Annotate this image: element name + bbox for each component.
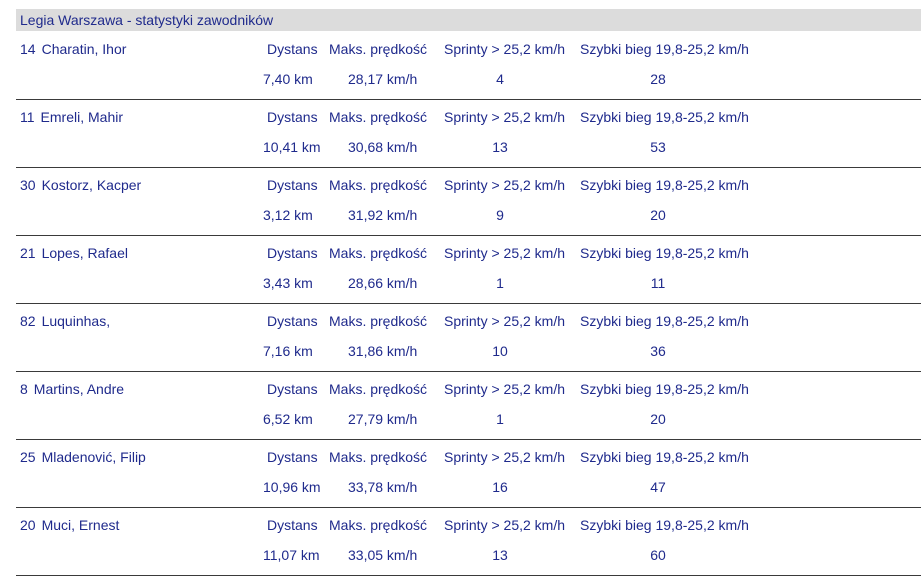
max-speed-value: 33,78 km/h <box>348 479 418 495</box>
distance-value: 11,07 km <box>263 547 320 563</box>
player-name: Lopes, Rafael <box>41 245 128 261</box>
player-number: 21 <box>20 245 36 261</box>
max-speed-value: 31,86 km/h <box>348 343 418 359</box>
fast-run-value: 36 <box>650 343 666 359</box>
distance-header: Dystans <box>267 517 318 533</box>
player-number: 11 <box>20 109 35 125</box>
player-label <box>20 41 126 57</box>
sprints-header: Sprinty > 25,2 km/h <box>444 177 566 193</box>
player-row <box>16 236 921 304</box>
fast-run-value: 28 <box>650 71 666 87</box>
sprints-value: 10 <box>492 343 508 359</box>
distance-header: Dystans <box>267 177 318 193</box>
player-name: Muci, Ernest <box>41 517 120 533</box>
max-speed-header: Maks. prędkość <box>329 313 428 329</box>
player-row <box>16 168 921 236</box>
max-speed-value: 28,66 km/h <box>348 275 418 291</box>
fast-run-header: Szybki bieg 19,8-25,2 km/h <box>580 109 749 125</box>
distance-header: Dystans <box>267 381 318 397</box>
fast-run-value: 11 <box>650 275 666 291</box>
max-speed-value: 28,17 km/h <box>348 71 418 87</box>
max-speed-header: Maks. prędkość <box>329 109 428 125</box>
distance-value: 7,16 km <box>263 343 313 359</box>
player-label <box>20 109 123 125</box>
distance-value: 10,41 km <box>263 139 321 155</box>
sprints-value: 16 <box>492 479 508 495</box>
player-number: 82 <box>20 313 36 329</box>
sprints-header: Sprinty > 25,2 km/h <box>444 109 566 125</box>
distance-header: Dystans <box>267 245 318 261</box>
player-number: 8 <box>20 381 28 397</box>
sprints-header: Sprinty > 25,2 km/h <box>444 449 566 465</box>
player-row <box>16 508 921 576</box>
sprints-value: 9 <box>496 207 504 223</box>
fast-run-header: Szybki bieg 19,8-25,2 km/h <box>580 41 749 57</box>
sprints-header: Sprinty > 25,2 km/h <box>444 41 566 57</box>
sprints-header: Sprinty > 25,2 km/h <box>444 245 566 261</box>
max-speed-header: Maks. prędkość <box>329 41 428 57</box>
fast-run-header: Szybki bieg 19,8-25,2 km/h <box>580 381 749 397</box>
player-label <box>20 381 124 397</box>
player-label <box>20 517 119 533</box>
player-row <box>16 440 921 508</box>
max-speed-value: 31,92 km/h <box>348 207 418 223</box>
distance-header: Dystans <box>267 313 318 329</box>
player-number: 20 <box>20 517 36 533</box>
max-speed-value: 30,68 km/h <box>348 139 418 155</box>
max-speed-header: Maks. prędkość <box>329 245 428 261</box>
max-speed-value: 33,05 km/h <box>348 547 418 563</box>
distance-value: 3,12 km <box>263 207 313 223</box>
distance-value: 7,40 km <box>263 71 313 87</box>
player-name: Mladenović, Filip <box>41 449 146 465</box>
fast-run-header: Szybki bieg 19,8-25,2 km/h <box>580 449 749 465</box>
fast-run-value: 47 <box>650 479 666 495</box>
sprints-value: 13 <box>492 547 508 563</box>
max-speed-header: Maks. prędkość <box>329 381 428 397</box>
distance-value: 10,96 km <box>263 479 321 495</box>
player-label <box>20 177 141 193</box>
max-speed-header: Maks. prędkość <box>329 517 428 533</box>
max-speed-header: Maks. prędkość <box>329 177 428 193</box>
sprints-value: 13 <box>492 139 508 155</box>
player-label <box>20 245 128 261</box>
max-speed-value: 27,79 km/h <box>348 411 418 427</box>
fast-run-value: 53 <box>650 139 666 155</box>
fast-run-value: 60 <box>650 547 666 563</box>
player-list <box>0 32 921 576</box>
player-row <box>16 100 921 168</box>
fast-run-value: 20 <box>650 207 666 223</box>
distance-header: Dystans <box>267 449 318 465</box>
fast-run-header: Szybki bieg 19,8-25,2 km/h <box>580 313 749 329</box>
player-name: Kostorz, Kacper <box>41 177 142 193</box>
fast-run-header: Szybki bieg 19,8-25,2 km/h <box>580 245 749 261</box>
player-label <box>20 313 110 329</box>
player-name: Emreli, Mahir <box>40 109 124 125</box>
player-name: Luquinhas, <box>41 313 111 329</box>
player-number: 14 <box>20 41 36 57</box>
sprints-header: Sprinty > 25,2 km/h <box>444 313 566 329</box>
distance-header: Dystans <box>267 41 318 57</box>
title-bar <box>16 9 921 31</box>
player-name: Martins, Andre <box>33 381 125 397</box>
fast-run-value: 20 <box>650 411 666 427</box>
distance-header: Dystans <box>267 109 318 125</box>
player-number: 30 <box>20 177 36 193</box>
player-number: 25 <box>20 449 36 465</box>
player-label <box>20 449 146 465</box>
distance-value: 3,43 km <box>263 275 313 291</box>
player-name: Charatin, Ihor <box>41 41 127 57</box>
sprints-value: 1 <box>496 275 504 291</box>
sprints-header: Sprinty > 25,2 km/h <box>444 381 566 397</box>
player-row <box>16 372 921 440</box>
sprints-header: Sprinty > 25,2 km/h <box>444 517 566 533</box>
sprints-value: 1 <box>496 411 504 427</box>
distance-value: 6,52 km <box>263 411 313 427</box>
sprints-value: 4 <box>496 71 504 87</box>
player-row <box>16 32 921 100</box>
fast-run-header: Szybki bieg 19,8-25,2 km/h <box>580 517 749 533</box>
fast-run-header: Szybki bieg 19,8-25,2 km/h <box>580 177 749 193</box>
page-title: Legia Warszawa - statystyki zawodników <box>20 12 274 28</box>
player-row <box>16 304 921 372</box>
max-speed-header: Maks. prędkość <box>329 449 428 465</box>
